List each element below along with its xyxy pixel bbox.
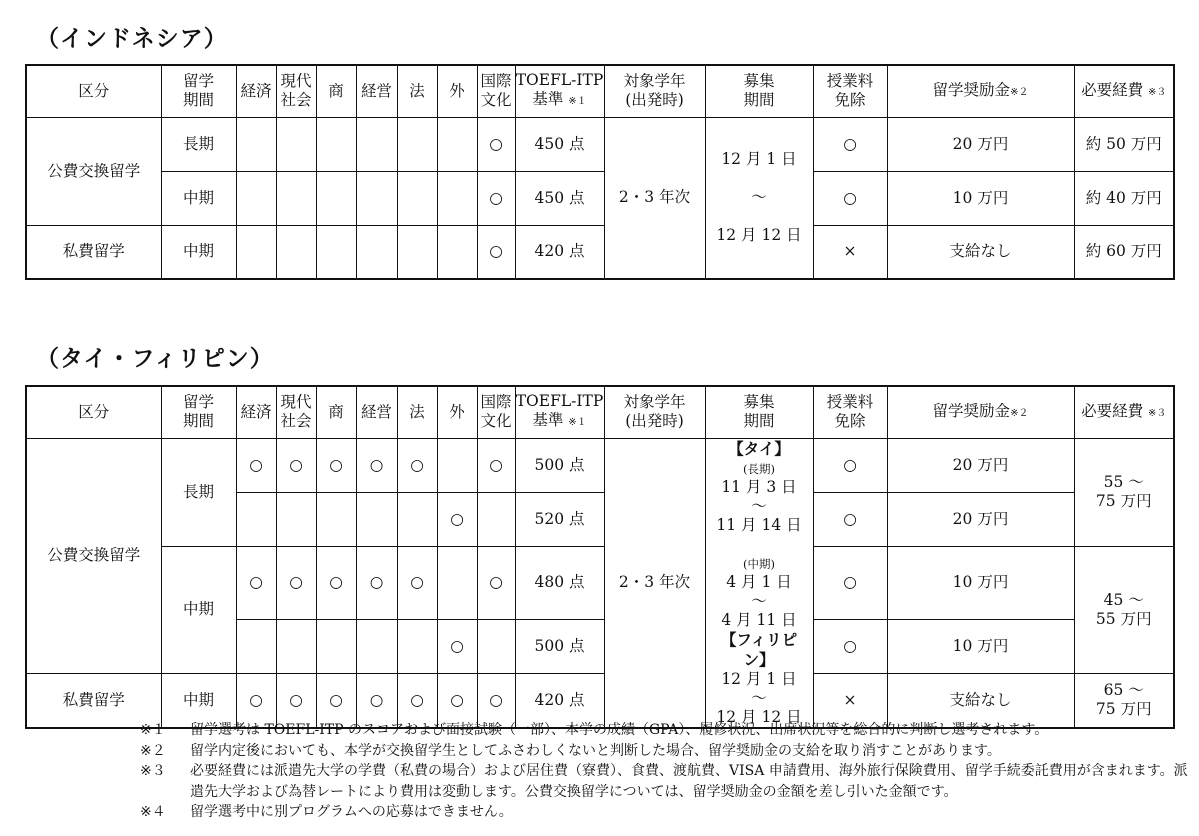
mark-cell: ○ <box>397 438 437 492</box>
indonesia-table <box>25 64 1175 280</box>
header-keiei: 経営 <box>356 386 397 438</box>
header-kubun: 区分 <box>26 65 161 117</box>
header-toefl: TOEFL-ITP 基準 ※１ <box>515 386 604 438</box>
mark-cell: ○ <box>437 674 477 728</box>
footnote-mark: ※２ <box>140 742 166 759</box>
shogakukin-cell: 支給なし <box>887 674 1074 728</box>
kikan-cell: 中期 <box>161 171 236 225</box>
footnote-mark: ※１ <box>140 722 166 738</box>
kubun-cell: 私費留学 <box>26 674 161 728</box>
kikan-cell: 中期 <box>161 674 236 728</box>
header-keiei: 経営 <box>356 65 397 117</box>
header-ryugaku-kikan: 留学 期間 <box>161 65 236 117</box>
footnote <box>140 720 1190 741</box>
mark-cell: ○ <box>276 674 316 728</box>
menjo-mark: × <box>813 674 887 728</box>
mark-cell <box>236 620 276 674</box>
toefl-cell: 450 点 <box>515 171 604 225</box>
section-title-indonesia: （インドネシア） <box>36 25 228 52</box>
menjo-mark: × <box>813 225 887 279</box>
header-gai: 外 <box>437 386 477 438</box>
footnote <box>140 741 1190 762</box>
kokusai-mark: ○ <box>477 117 515 171</box>
kikan-cell: 中期 <box>161 546 236 674</box>
footnote-mark: ※３ <box>140 763 166 779</box>
menjo-mark: ○ <box>813 620 887 674</box>
header-gendai-shakai: 現代 社会 <box>276 386 316 438</box>
header-keizai: 経済 <box>236 386 276 438</box>
shogakukin-cell: 20 万円 <box>887 492 1074 546</box>
mark-cell <box>356 492 397 546</box>
header-boshu: 募集 期間 <box>705 386 813 438</box>
footnote <box>140 802 1190 823</box>
mark-cell: ○ <box>477 438 515 492</box>
mark-cell: ○ <box>316 546 356 620</box>
mark-cell <box>397 620 437 674</box>
mark-cell: ○ <box>477 546 515 620</box>
mark-cell: ○ <box>236 674 276 728</box>
header-keizai: 経済 <box>236 65 276 117</box>
footnotes <box>140 720 1190 823</box>
header-gai: 外 <box>437 65 477 117</box>
header-taisho: 対象学年 (出発時) <box>604 386 705 438</box>
hitsuyo-cell: 約 50 万円 <box>1074 117 1174 171</box>
mark-cell <box>236 492 276 546</box>
hitsuyo-cell: 65 ～ 75 万円 <box>1074 674 1174 728</box>
kikan-cell: 長期 <box>161 117 236 171</box>
toefl-cell: 500 点 <box>515 620 604 674</box>
header-kokusai-bunka: 国際 文化 <box>477 65 515 117</box>
toefl-cell: 480 点 <box>515 546 604 620</box>
mark-cell: ○ <box>316 674 356 728</box>
kikan-cell: 長期 <box>161 438 236 546</box>
mark-cell <box>477 492 515 546</box>
taisho-cell: 2・3 年次 <box>604 438 705 728</box>
header-kokusai-bunka: 国際 文化 <box>477 386 515 438</box>
mark-cell: ○ <box>356 674 397 728</box>
kubun-cell: 公費交換留学 <box>26 438 161 674</box>
menjo-mark: ○ <box>813 117 887 171</box>
kokusai-mark: ○ <box>477 225 515 279</box>
header-shogakukin: 留学奨励金※２ <box>887 386 1074 438</box>
mark-cell: ○ <box>316 438 356 492</box>
thai-philippines-table <box>25 385 1175 729</box>
header-taisho: 対象学年 (出発時) <box>604 65 705 117</box>
toefl-cell: 420 点 <box>515 225 604 279</box>
header-hitsuyo: 必要経費 ※３ <box>1074 386 1174 438</box>
mark-cell <box>276 620 316 674</box>
header-toefl: TOEFL-ITP 基準 ※１ <box>515 65 604 117</box>
mark-cell <box>397 492 437 546</box>
toefl-cell: 500 点 <box>515 438 604 492</box>
menjo-mark: ○ <box>813 546 887 620</box>
shogakukin-cell: 10 万円 <box>887 171 1074 225</box>
mark-cell: ○ <box>236 438 276 492</box>
toefl-cell: 520 点 <box>515 492 604 546</box>
hitsuyo-cell: 約 40 万円 <box>1074 171 1174 225</box>
toefl-cell: 420 点 <box>515 674 604 728</box>
mark-cell: ○ <box>356 546 397 620</box>
shogakukin-cell: 10 万円 <box>887 546 1074 620</box>
shogakukin-cell: 10 万円 <box>887 620 1074 674</box>
mark-cell: ○ <box>276 546 316 620</box>
boshu-cell: 12 月 1 日 ～ 12 月 12 日 <box>705 117 813 279</box>
header-sho: 商 <box>316 386 356 438</box>
header-ho: 法 <box>397 65 437 117</box>
header-jugyoryo: 授業料 免除 <box>813 65 887 117</box>
header-boshu: 募集 期間 <box>705 65 813 117</box>
header-sho: 商 <box>316 65 356 117</box>
mark-cell <box>477 620 515 674</box>
section-title-thai-philippines: （タイ・フィリピン） <box>36 345 274 372</box>
hitsuyo-cell: 45 ～ 55 万円 <box>1074 546 1174 674</box>
mark-cell: ○ <box>437 492 477 546</box>
mark-cell: ○ <box>397 674 437 728</box>
header-shogakukin: 留学奨励金※２ <box>887 65 1074 117</box>
header-ryugaku-kikan: 留学 期間 <box>161 386 236 438</box>
toefl-cell: 450 点 <box>515 117 604 171</box>
boshu-cell: 【タイ】 (長期) 11 月 3 日 ～ 11 月 14 日 (中期) 4 月 1 日 ～ 4 月 11 日 【フィリピン】 12 月 1 日 ～ 12 月 12 日 <box>705 438 813 728</box>
mark-cell: ○ <box>356 438 397 492</box>
menjo-mark: ○ <box>813 171 887 225</box>
footnote-mark: ※４ <box>140 804 166 820</box>
mark-cell <box>437 438 477 492</box>
shogakukin-cell: 20 万円 <box>887 438 1074 492</box>
mark-cell <box>276 492 316 546</box>
footnote <box>140 761 1190 802</box>
mark-cell: ○ <box>477 674 515 728</box>
mark-cell: ○ <box>276 438 316 492</box>
footnote-text: 留学選考中に別プログラムへの応募はできません。 <box>190 804 513 820</box>
mark-cell <box>316 492 356 546</box>
kubun-cell: 私費留学 <box>26 225 161 279</box>
header-gendai-shakai: 現代 社会 <box>276 65 316 117</box>
mark-cell <box>437 546 477 620</box>
header-row <box>26 65 1174 117</box>
footnote-text: 留学選考は TOEFL-ITP のスコアおよび面接試験（一部）、本学の成績（GPA）、履修状況、出席状況等を総合的に判断し選考されます。 <box>190 722 1049 738</box>
table-row <box>26 546 1174 620</box>
table-row <box>26 117 1174 171</box>
footnote-text: 留学内定後においても、本学が交換留学生としてふさわしくないと判断した場合、留学奨励金の支給を取り消すことがあります。 <box>190 742 1001 759</box>
kokusai-mark: ○ <box>477 171 515 225</box>
table-row <box>26 438 1174 492</box>
header-row <box>26 386 1174 438</box>
menjo-mark: ○ <box>813 438 887 492</box>
header-ho: 法 <box>397 386 437 438</box>
mark-cell: ○ <box>397 546 437 620</box>
mark-cell: ○ <box>437 620 477 674</box>
hitsuyo-cell: 約 60 万円 <box>1074 225 1174 279</box>
footnote-text: 必要経費には派遣先大学の学費（私費の場合）および居住費（寮費）、食費、渡航費、VISA 申請費用、海外旅行保険費用、留学手続委託費用が含まれます。派遣先大学および為替レートにより費用は変動します。公費交換留学については、留学奨励金の金額を差し引いた金額です。 <box>190 763 1188 800</box>
shogakukin-cell: 20 万円 <box>887 117 1074 171</box>
menjo-mark: ○ <box>813 492 887 546</box>
header-hitsuyo: 必要経費 ※３ <box>1074 65 1174 117</box>
shogakukin-cell: 支給なし <box>887 225 1074 279</box>
taisho-cell: 2・3 年次 <box>604 117 705 279</box>
kikan-cell: 中期 <box>161 225 236 279</box>
header-jugyoryo: 授業料 免除 <box>813 386 887 438</box>
hitsuyo-cell: 55 ～ 75 万円 <box>1074 438 1174 546</box>
kubun-cell: 公費交換留学 <box>26 117 161 225</box>
mark-cell <box>316 620 356 674</box>
header-kubun: 区分 <box>26 386 161 438</box>
table-row <box>26 225 1174 279</box>
mark-cell <box>356 620 397 674</box>
table-row <box>26 171 1174 225</box>
mark-cell: ○ <box>236 546 276 620</box>
